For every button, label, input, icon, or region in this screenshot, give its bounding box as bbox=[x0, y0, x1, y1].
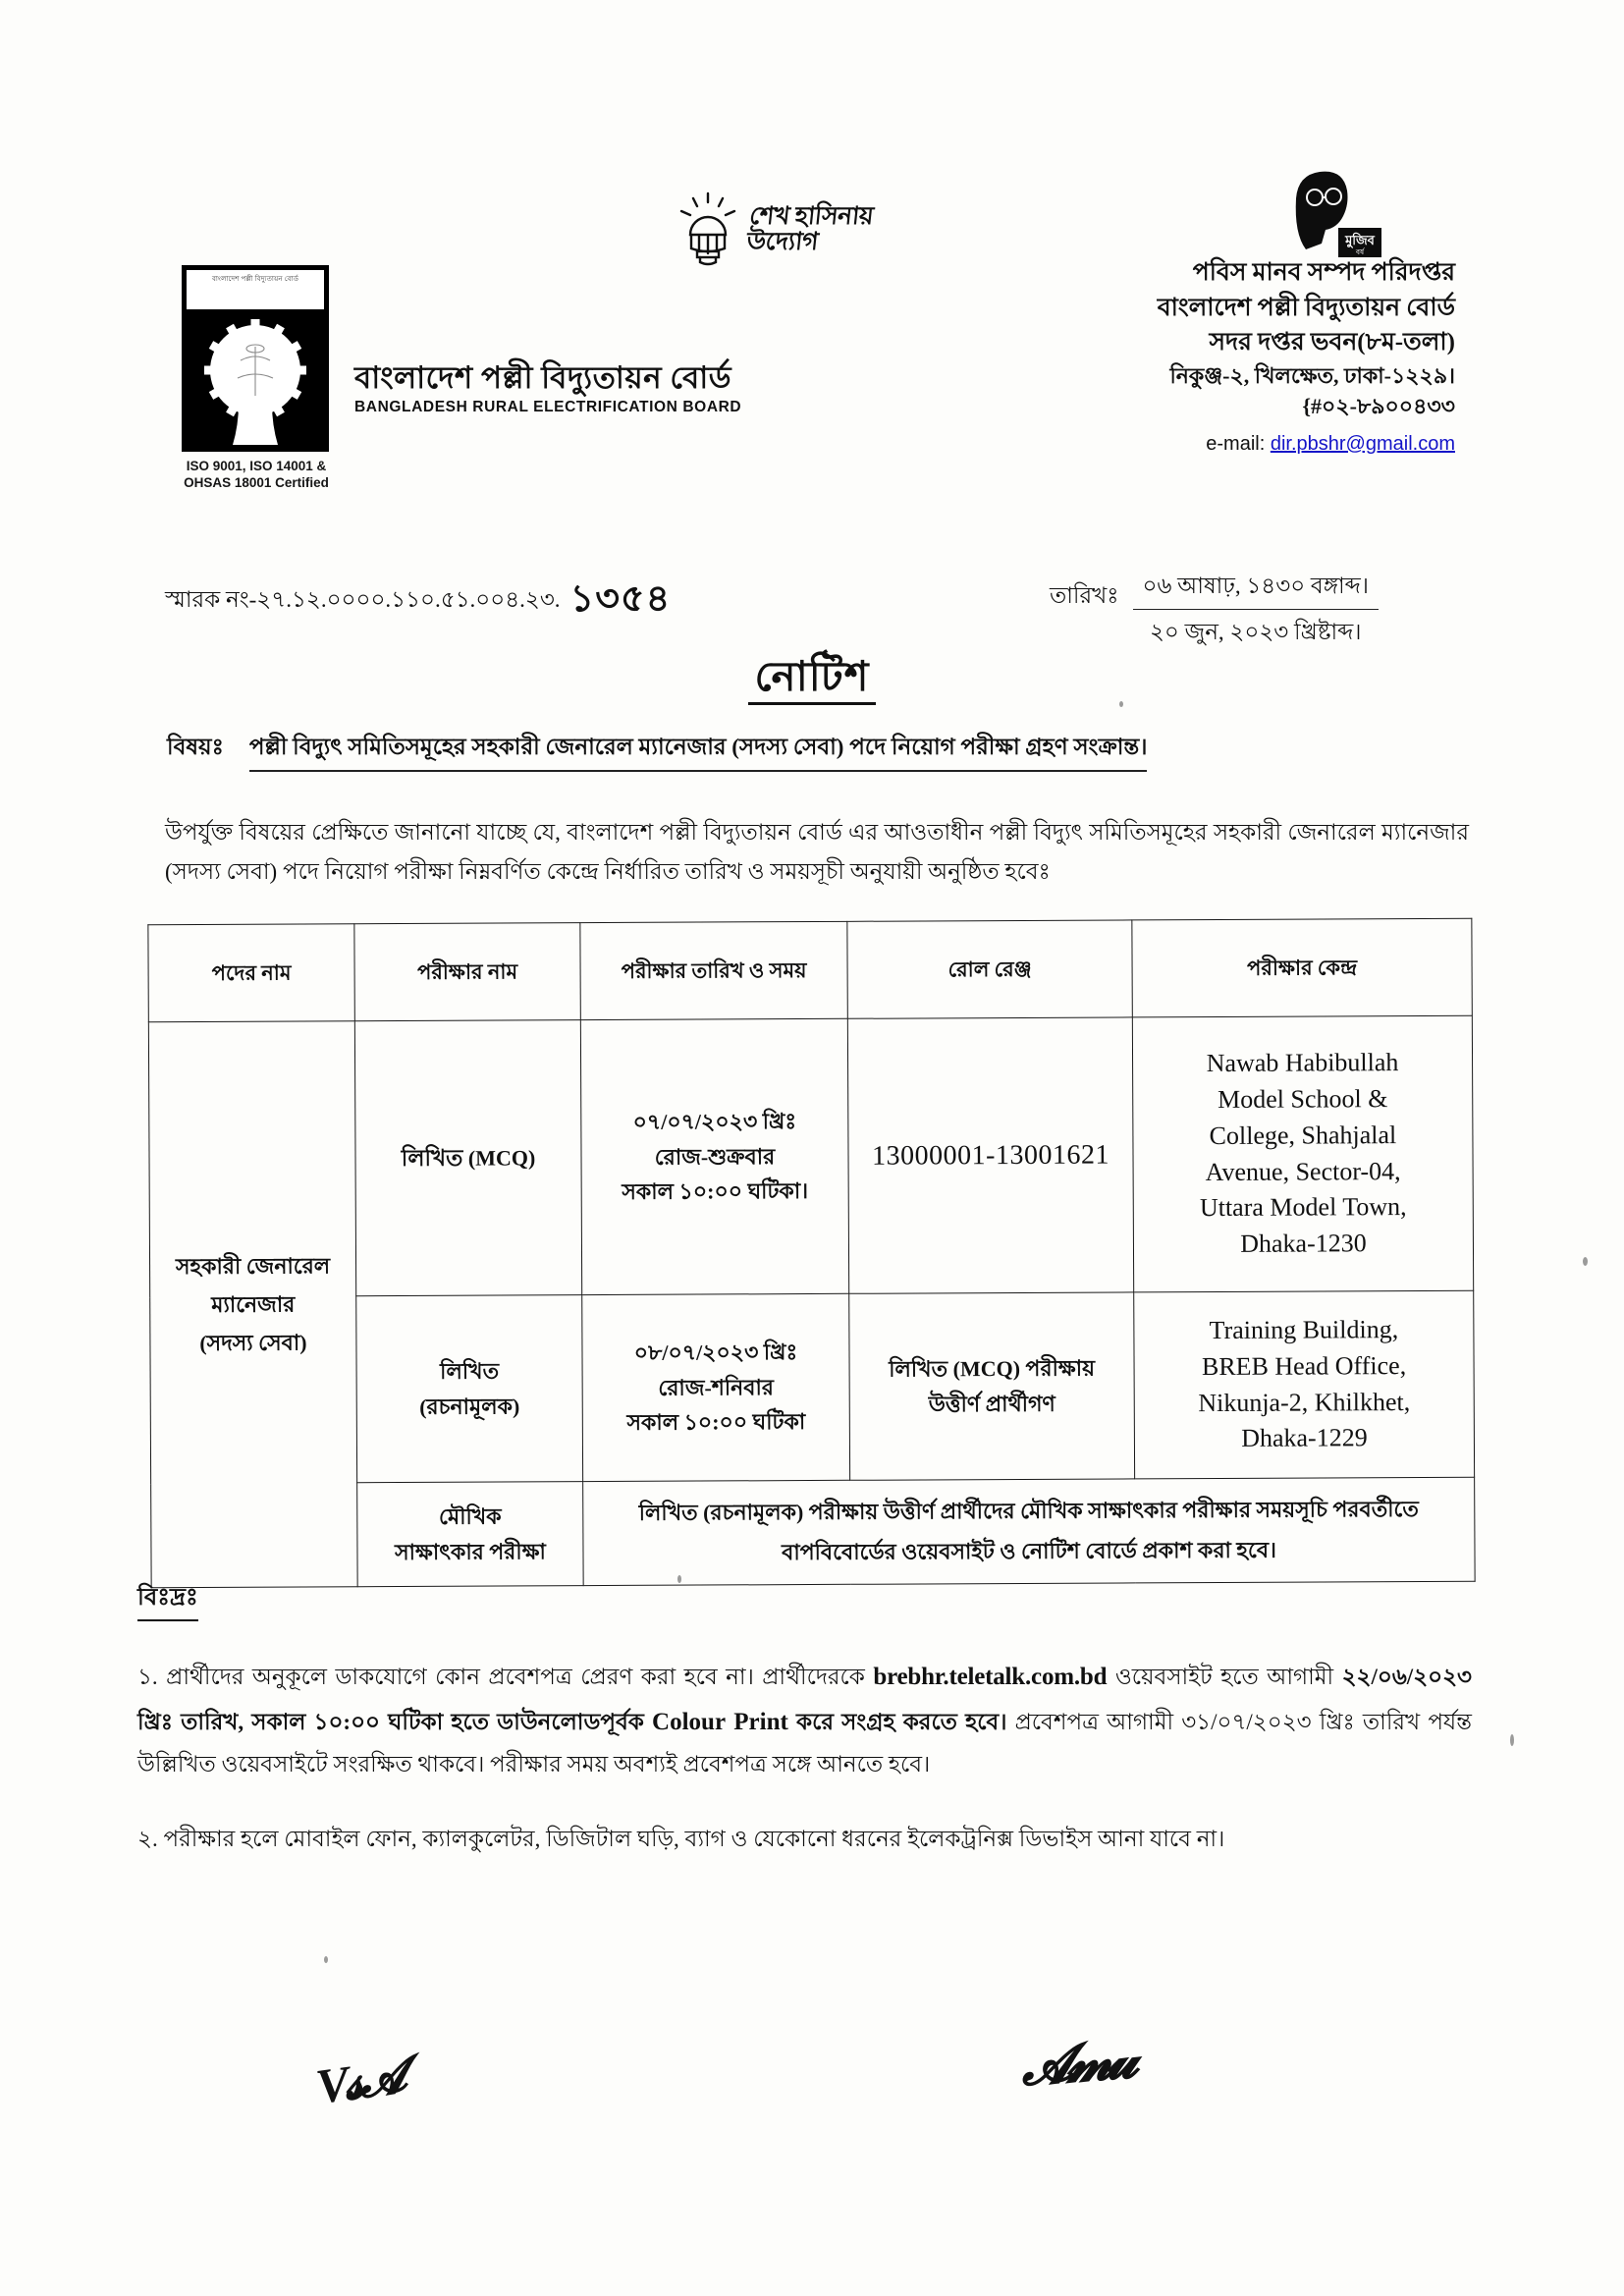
table-header-row bbox=[148, 918, 1472, 1022]
exam-day-1: রোজ-শুক্রবার bbox=[654, 1143, 776, 1170]
exam-schedule-table-wrapper bbox=[147, 918, 1474, 1589]
note-number-2: ২. bbox=[137, 1826, 158, 1851]
cell-exam-datetime-1 bbox=[580, 1018, 848, 1294]
page-title bbox=[0, 644, 1624, 714]
column-header-post-name: পদের নাম bbox=[148, 924, 354, 1022]
office-line-4: নিকুঞ্জ-২, খিলক্ষেত, ঢাকা-১২২৯। bbox=[1169, 362, 1455, 388]
document-header bbox=[0, 147, 1624, 609]
org-name-bangla: বাংলাদেশ পল্লী বিদ্যুতায়ন বোর্ড bbox=[354, 360, 732, 395]
office-line-1: পবিস মানব সম্পদ পরিদপ্তর bbox=[1192, 259, 1455, 286]
signature-left: V𝓼𝓐 bbox=[312, 2048, 406, 2114]
svg-text:মুজিব: মুজিব bbox=[1345, 233, 1375, 247]
subject-row bbox=[167, 729, 1467, 772]
cell-roll-range-1: 13000001-13001621 bbox=[847, 1017, 1133, 1293]
exam-name-sub-2: (রচনামূলক) bbox=[419, 1393, 520, 1419]
svg-text:বর্ষ: বর্ষ bbox=[1355, 247, 1365, 256]
roll-range-line-2: উত্তীর্ণ প্রার্থীগণ bbox=[928, 1391, 1056, 1416]
exam-name-en-1: (MCQ) bbox=[467, 1145, 536, 1171]
scan-artifact bbox=[677, 1575, 681, 1583]
centre-line: Training Building, bbox=[1209, 1314, 1399, 1344]
post-name-line-1: সহকারী জেনারেল bbox=[175, 1253, 331, 1279]
note-item bbox=[137, 1819, 1472, 1860]
centre-line: Dhaka-1229 bbox=[1241, 1423, 1368, 1453]
exam-day-2: রোজ-শনিবার bbox=[658, 1374, 775, 1400]
date-gregorian: ২০ জুন, ২০২৩ খ্রিষ্টাব্দ। bbox=[1149, 620, 1362, 644]
centre-line: College, Shahjalal bbox=[1209, 1120, 1397, 1150]
exam-schedule-table bbox=[147, 918, 1475, 1589]
notes-heading: বিঃদ্রঃ bbox=[137, 1579, 198, 1621]
memo-number-handwritten: ১৩৫৪ bbox=[569, 578, 672, 620]
column-header-roll-range: রোল রেঞ্জ bbox=[847, 920, 1132, 1018]
email-label: e-mail: bbox=[1206, 432, 1266, 455]
org-name-english: BANGLADESH RURAL ELECTRIFICATION BOARD bbox=[354, 399, 742, 416]
date-label: তারিখঃ bbox=[1049, 583, 1119, 608]
date-bangla: ০৬ আষাঢ়, ১৪৩০ বঙ্গাব্দ। bbox=[1133, 568, 1379, 610]
note-item bbox=[137, 1655, 1472, 1785]
exam-date-1: ০৭/০৭/২০২৩ খ্রিঃ bbox=[632, 1109, 797, 1134]
subject-text: পল্লী বিদ্যুৎ সমিতিসমূহের সহকারী জেনারেল ম্যানেজার (সদস্য সেবা) পদে নিয়োগ পরীক্ষা গ্রহণ সংক্রান্ত। bbox=[249, 729, 1148, 772]
office-line-2: বাংলাদেশ পল্লী বিদ্যুতায়ন বোর্ড bbox=[1157, 294, 1455, 321]
office-line-3: সদর দপ্তর ভবন(৮ম-তলা) bbox=[1209, 329, 1455, 355]
centre-line: BREB Head Office, bbox=[1201, 1350, 1407, 1381]
exam-name-bn-3: মৌখিক bbox=[438, 1503, 502, 1529]
note-2-text: পরীক্ষার হলে মোবাইল ফোন, ক্যালকুলেটর, ডিজিটাল ঘড়ি, ব্যাগ ও যেকোনো ধরনের ইলেকট্রনিক্স ডিভাইস আনা যাবে না। bbox=[163, 1826, 1225, 1851]
scan-artifact bbox=[1119, 701, 1123, 707]
memo-number bbox=[165, 570, 671, 632]
cell-exam-name-viva bbox=[357, 1482, 584, 1587]
cell-post-name bbox=[148, 1021, 357, 1588]
office-address-block bbox=[1158, 255, 1455, 458]
cell-viva-notice: লিখিত (রচনামূলক) পরীক্ষায় উত্তীর্ণ প্রার্থীদের মৌখিক সাক্ষাৎকার পরীক্ষার সময়সূচি পরবর্তীতে বাপবিবোর্ডের ওয়েবসাইট ও নোটিশ বোর্ডে প্রকাশ করা হবে। bbox=[583, 1477, 1476, 1585]
date-block bbox=[1050, 568, 1379, 652]
organization-identity bbox=[182, 265, 908, 492]
column-header-exam-centre: পরীক্ষার কেন্দ্র bbox=[1132, 918, 1472, 1017]
note-1-colour-print: Colour Print bbox=[652, 1708, 788, 1735]
scan-artifact bbox=[324, 1956, 328, 1963]
notes-list bbox=[137, 1655, 1472, 1893]
centre-line: Dhaka-1230 bbox=[1240, 1229, 1367, 1259]
breb-bulb-gear-logo bbox=[182, 265, 329, 452]
office-phone: ‌{#০২-৮৯০০৪৩৩ bbox=[1302, 393, 1455, 418]
cell-roll-range-2 bbox=[849, 1292, 1135, 1480]
column-header-exam-date-time: পরীক্ষার তারিখ ও সময় bbox=[580, 921, 847, 1019]
apply-website-link[interactable]: brebhr.teletalk.com.bd bbox=[873, 1664, 1108, 1690]
note-number-1: ১. bbox=[137, 1665, 158, 1689]
memo-and-date-row bbox=[0, 568, 1624, 646]
cell-exam-centre-1 bbox=[1132, 1015, 1473, 1292]
note-1-part-1: প্রার্থীদের অনুকূলে ডাকযোগে কোন প্রবেশপত্র প্রেরণ করা হবে না। প্রার্থীদেরকে bbox=[166, 1665, 865, 1689]
post-name-line-2: ম্যানেজার bbox=[211, 1291, 296, 1317]
memo-number-label: স্মারক নং-২৭.১২.০০০০.১১০.৫১.০০৪.২৩. bbox=[165, 587, 561, 612]
centre-line: Nawab Habibullah bbox=[1206, 1047, 1399, 1077]
centre-line: Nikunja-2, Khilkhet, bbox=[1198, 1387, 1411, 1417]
sheikh-hasina-initiative-logo bbox=[677, 191, 875, 268]
cell-exam-datetime-2 bbox=[582, 1293, 850, 1481]
office-email-row bbox=[1158, 430, 1455, 458]
roll-range-line-1: লিখিত (MCQ) পরীক্ষায় bbox=[889, 1355, 1096, 1382]
exam-name-sub-3: সাক্ষাৎকার পরীক্ষা bbox=[395, 1538, 546, 1564]
cell-exam-name-written bbox=[356, 1295, 583, 1483]
centre-line: Avenue, Sector-04, bbox=[1205, 1156, 1401, 1186]
post-name-line-3: (সদস্য সেবা) bbox=[199, 1330, 307, 1356]
bulb-icon bbox=[677, 191, 738, 268]
initiative-text: শেখ হাসিনায় উদ্যোগ bbox=[745, 202, 875, 255]
email-address[interactable]: dir.pbshr@gmail.com bbox=[1270, 432, 1455, 455]
scan-artifact bbox=[1583, 1257, 1588, 1266]
scan-artifact bbox=[1510, 1734, 1514, 1746]
exam-name-bn-2: লিখিত bbox=[440, 1358, 500, 1384]
iso-certification-text: ISO 9001, ISO 14001 & OHSAS 18001 Certified bbox=[184, 459, 329, 490]
page-title-text: নোটিশ bbox=[748, 655, 875, 705]
note-1-bold-date: ২২/০৬/২০২৩ খ্রিঃ তারিখ, সকাল ১০:০০ ঘটিকা হতে ডাউনলোডপূর্বক bbox=[137, 1665, 1473, 1734]
exam-name-bn-1: লিখিত bbox=[401, 1145, 463, 1171]
centre-line: Model School & bbox=[1217, 1083, 1388, 1114]
note-1-part-2: ওয়েবসাইট হতে আগামী bbox=[1114, 1665, 1334, 1689]
logo-banner-text: বাংলাদেশ পল্লী বিদ্যুতায়ন বোর্ড bbox=[187, 270, 324, 309]
cell-exam-centre-2 bbox=[1134, 1290, 1475, 1479]
exam-time-1: সকাল ১০:০০ ঘটিকা। bbox=[622, 1178, 809, 1205]
table-row bbox=[148, 1015, 1473, 1297]
cell-exam-name-mcq bbox=[354, 1020, 581, 1296]
column-header-exam-name: পরীক্ষার নাম bbox=[354, 923, 580, 1021]
exam-time-2: সকাল ১০:০০ ঘটিকা bbox=[626, 1409, 806, 1436]
subject-label: বিষয়ঃ bbox=[167, 735, 224, 759]
signature-right: 𝓐𝓶𝓾 bbox=[1019, 2030, 1134, 2097]
note-1-part-4: প্রবেশপত্র আগামী ৩১/০৭/২০২৩ খ্রিঃ তারিখ পর্যন্ত উল্লিখিত ওয়েবসাইটে সংরক্ষিত থাকবে। পরীক্ষার সময় অবশ্যই প্রবেশপত্র সঙ্গে আনতে হবে। bbox=[137, 1709, 1473, 1777]
note-1-part-3: করে সংগ্রহ করতে হবে। bbox=[795, 1709, 1007, 1734]
body-paragraph: উপর্যুক্ত বিষয়ের প্রেক্ষিতে জানানো যাচ্ছে যে, বাংলাদেশ পল্লী বিদ্যুতায়ন বোর্ড এর আওতাধীন পল্লী বিদ্যুৎ সমিতিসমূহের সহকারী জেনারেল ম্যানেজার (সদস্য সেবা) পদে নিয়োগ পরীক্ষা নিম্নবর্ণিত কেন্দ্রে নির্ধারিত তারিখ ও সময়সূচী অনুযায়ী অনুষ্ঠিত হবেঃ bbox=[165, 820, 1469, 884]
centre-line: Uttara Model Town, bbox=[1199, 1192, 1407, 1223]
exam-date-2: ০৮/০৭/২০২৩ খ্রিঃ bbox=[633, 1339, 798, 1365]
mujib-portrait-icon bbox=[1276, 165, 1390, 263]
